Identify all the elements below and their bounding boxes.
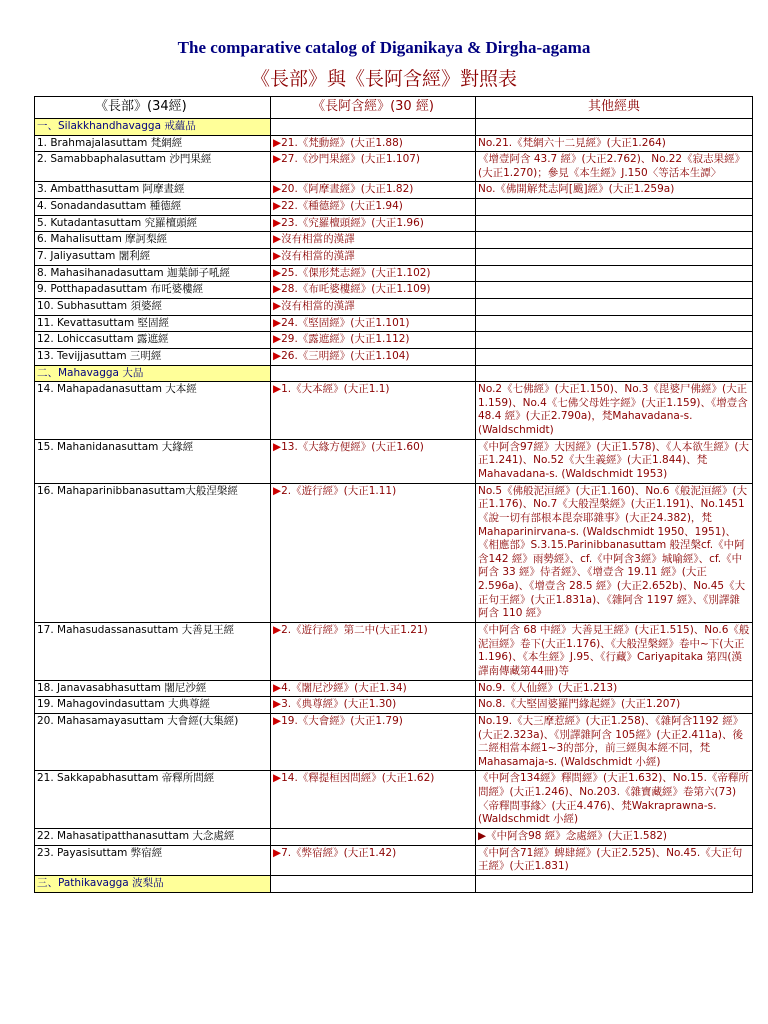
arrow-icon: ▶ bbox=[273, 153, 282, 166]
pali-sutta-cell: 19. Mahagovindasuttam 大典尊經 bbox=[35, 697, 271, 714]
agama-sutta-text: 25.《倮形梵志經》(大正1.102) bbox=[281, 266, 431, 279]
agama-sutta-cell bbox=[271, 332, 476, 349]
table-row bbox=[35, 713, 753, 771]
pali-sutta-cell: 12. Lohiccasuttam 露遮經 bbox=[35, 332, 271, 349]
table-row bbox=[35, 152, 753, 182]
other-sources-cell bbox=[476, 265, 753, 282]
table-row bbox=[35, 298, 753, 315]
other-sources-cell bbox=[476, 282, 753, 299]
agama-sutta-text: 29.《露遮經》(大正1.112) bbox=[281, 333, 410, 346]
other-sources-cell bbox=[476, 315, 753, 332]
table-row bbox=[35, 483, 753, 622]
other-sources-cell: No.2《七佛經》(大正1.150)、No.3《毘婆尸佛經》(大正1.159)、No.4《七佛父母姓字經》(大正1.159)、《增壹含 48.4 經》(大正2.790a)，梵Mahavadana-s. (Waldschmidt) bbox=[476, 382, 753, 440]
agama-sutta-text: 19.《大會經》(大正1.79) bbox=[281, 714, 403, 727]
arrow-icon: ▶ bbox=[273, 266, 282, 279]
agama-sutta-cell bbox=[271, 199, 476, 216]
agama-sutta-cell bbox=[271, 265, 476, 282]
table-row bbox=[35, 680, 753, 697]
agama-sutta-text: 1.《大本經》(大正1.1) bbox=[281, 383, 390, 396]
table-row bbox=[35, 697, 753, 714]
other-sources-cell: 《中阿含71經》蜱肆經》(大正2.525)、No.45.《大正句王經》(大正1.831) bbox=[476, 845, 753, 875]
header-digha: 《長部》(34經) bbox=[35, 97, 271, 119]
agama-sutta-cell bbox=[271, 771, 476, 829]
table-row bbox=[35, 348, 753, 365]
arrow-icon: ▶ bbox=[273, 714, 282, 727]
pali-sutta-cell: 4. Sonadandasuttam 種德經 bbox=[35, 199, 271, 216]
other-sources-cell: 《中阿含97經》大因經》(大正1.578)、《人本欲生經》(大正1.241)、No.52《大生義經》(大正1.844)、梵Mahavadana-s. (Waldschmidt 1953) bbox=[476, 439, 753, 483]
agama-sutta-text: 23.《究羅檀頭經》(大正1.96) bbox=[281, 216, 424, 229]
table-row bbox=[35, 215, 753, 232]
pali-sutta-cell: 7. Jaliyasuttam 闍利經 bbox=[35, 249, 271, 266]
table-body bbox=[35, 118, 753, 892]
section-label: 一、Silakkhandhavagga 戒蘊品 bbox=[35, 118, 271, 135]
agama-sutta-text: 沒有相當的漢譯 bbox=[281, 233, 355, 246]
agama-sutta-cell bbox=[271, 249, 476, 266]
arrow-icon: ▶ bbox=[273, 681, 282, 694]
agama-sutta-cell bbox=[271, 382, 476, 440]
table-row bbox=[35, 623, 753, 681]
agama-sutta-text: 26.《三明經》(大正1.104) bbox=[281, 349, 410, 362]
other-sources-cell: No.19.《大三摩惹經》(大正1.258)、《雜阿含1192 經》(大正2.323a)、《別譯雜阿含 105經》(大正2.411a)、後二經相當本經1~3的部分，前三經與本經不同，梵Mahasamaja-s. (Waldschmidt 小經) bbox=[476, 713, 753, 771]
agama-sutta-cell bbox=[271, 232, 476, 249]
arrow-icon: ▶ bbox=[273, 624, 282, 637]
other-sources-cell: 《中阿含134經》釋問經》(大正1.632)、No.15.《帝釋所問經》(大正1.246)、No.203.《雜寶藏經》卷第六(73)〈帝釋問事緣〉(大正4.476)、梵Wakraprawna-s. (Waldschmidt 小經) bbox=[476, 771, 753, 829]
agama-sutta-text: 4.《闍尼沙經》(大正1.34) bbox=[281, 681, 407, 694]
agama-sutta-text: 3.《典尊經》(大正1.30) bbox=[281, 698, 397, 711]
other-sources-cell: 《增壹阿含 43.7 經》(大正2.762)、No.22《寂志果經》(大正1.270)；參見《本生經》J.150〈等活本生譚〉 bbox=[476, 152, 753, 182]
table-row bbox=[35, 332, 753, 349]
agama-sutta-text: 2.《遊行經》第二中(大正1.21) bbox=[281, 624, 428, 637]
pali-sutta-cell: 5. Kutadantasuttam 究羅檀頭經 bbox=[35, 215, 271, 232]
arrow-icon: ▶ bbox=[273, 200, 282, 213]
pali-sutta-cell: 21. Sakkapabhasuttam 帝釋所問經 bbox=[35, 771, 271, 829]
agama-sutta-cell bbox=[271, 282, 476, 299]
table-row bbox=[35, 439, 753, 483]
other-sources-cell: 《中阿含 68 中經》大善見王經》(大正1.515)、No.6《般泥洹經》卷下(大正1.176)、《大般涅槃經》卷中~下(大正1.196)、《本生經》J.95、《行藏》Cariyapitaka 第四(漢譯南傳藏第44冊)等 bbox=[476, 623, 753, 681]
arrow-icon: ▶ bbox=[273, 846, 282, 859]
other-sources-cell bbox=[476, 232, 753, 249]
pali-sutta-cell: 14. Mahapadanasuttam 大本經 bbox=[35, 382, 271, 440]
arrow-icon: ▶ bbox=[273, 136, 282, 149]
pali-sutta-cell: 20. Mahasamayasuttam 大會經(大集經) bbox=[35, 713, 271, 771]
other-sources-cell bbox=[476, 348, 753, 365]
arrow-icon: ▶ bbox=[273, 698, 282, 711]
agama-sutta-text: 2.《遊行經》(大正1.11) bbox=[281, 484, 397, 497]
agama-sutta-cell bbox=[271, 348, 476, 365]
table-row bbox=[35, 845, 753, 875]
arrow-icon: ▶ bbox=[273, 283, 282, 296]
section-empty-cell bbox=[271, 365, 476, 382]
arrow-icon: ▶ bbox=[273, 484, 282, 497]
table-row bbox=[35, 771, 753, 829]
table-row bbox=[35, 182, 753, 199]
table-row bbox=[35, 135, 753, 152]
agama-sutta-cell bbox=[271, 483, 476, 622]
section-label: 二、Mahavagga 大品 bbox=[35, 365, 271, 382]
header-row bbox=[35, 97, 753, 119]
other-sources-cell bbox=[476, 332, 753, 349]
pali-sutta-cell: 11. Kevattasuttam 堅固經 bbox=[35, 315, 271, 332]
header-agama: 《長阿含經》(30 經) bbox=[271, 97, 476, 119]
pali-sutta-cell: 3. Ambatthasuttam 阿摩晝經 bbox=[35, 182, 271, 199]
pali-sutta-cell: 23. Payasisuttam 弊宿經 bbox=[35, 845, 271, 875]
header-other: 其他經典 bbox=[476, 97, 753, 119]
pali-sutta-cell: 1. Brahmajalasuttam 梵網經 bbox=[35, 135, 271, 152]
pali-sutta-cell: 15. Mahanidanasuttam 大緣經 bbox=[35, 439, 271, 483]
agama-sutta-cell bbox=[271, 713, 476, 771]
agama-sutta-cell bbox=[271, 135, 476, 152]
section-empty-cell bbox=[271, 118, 476, 135]
agama-sutta-cell bbox=[271, 829, 476, 846]
table-row bbox=[35, 282, 753, 299]
pali-sutta-cell: 16. Mahaparinibbanasuttam大般涅槃經 bbox=[35, 483, 271, 622]
table-row bbox=[35, 315, 753, 332]
agama-sutta-text: 沒有相當的漢譯 bbox=[281, 250, 355, 263]
table-row bbox=[35, 382, 753, 440]
section-empty-cell bbox=[271, 875, 476, 892]
arrow-icon: ▶ bbox=[273, 349, 282, 362]
agama-sutta-text: 22.《種德經》(大正1.94) bbox=[281, 200, 403, 213]
pali-sutta-cell: 10. Subhasuttam 須婆經 bbox=[35, 298, 271, 315]
pali-sutta-cell: 13. Tevijjasuttam 三明經 bbox=[35, 348, 271, 365]
section-row bbox=[35, 118, 753, 135]
agama-sutta-text: 24.《堅固經》(大正1.101) bbox=[281, 316, 410, 329]
agama-sutta-cell bbox=[271, 697, 476, 714]
agama-sutta-text: 27.《沙門果經》(大正1.107) bbox=[281, 153, 421, 166]
page-title-chinese: 《長部》與《長阿含經》對照表 bbox=[250, 68, 517, 90]
agama-sutta-cell bbox=[271, 298, 476, 315]
section-empty-cell bbox=[476, 365, 753, 382]
agama-sutta-text: 14.《釋提桓因問經》(大正1.62) bbox=[281, 772, 435, 785]
pali-sutta-cell: 18. Janavasabhasuttam 闍尼沙經 bbox=[35, 680, 271, 697]
arrow-icon: ▶ bbox=[273, 250, 282, 263]
arrow-icon: ▶ bbox=[273, 333, 282, 346]
section-row bbox=[35, 365, 753, 382]
arrow-icon: ▶ bbox=[273, 383, 282, 396]
page-title-english: The comparative catalog of Diganikaya & Dirgha-agama bbox=[177, 38, 591, 57]
agama-sutta-text: 21.《梵動經》(大正1.88) bbox=[281, 136, 403, 149]
arrow-icon: ▶ bbox=[273, 316, 282, 329]
section-row bbox=[35, 875, 753, 892]
table-row bbox=[35, 232, 753, 249]
comparison-table bbox=[34, 96, 753, 893]
section-empty-cell bbox=[476, 875, 753, 892]
agama-sutta-cell bbox=[271, 439, 476, 483]
other-sources-cell: No.《佛開解梵志阿[颰]經》(大正1.259a) bbox=[476, 182, 753, 199]
arrow-icon: ▶ bbox=[273, 233, 282, 246]
arrow-icon: ▶ bbox=[273, 299, 282, 312]
other-sources-cell: No.8.《大堅固婆羅門緣起經》(大正1.207) bbox=[476, 697, 753, 714]
agama-sutta-text: 20.《阿摩晝經》(大正1.82) bbox=[281, 183, 414, 196]
pali-sutta-cell: 9. Potthapadasuttam 布吒婆樓經 bbox=[35, 282, 271, 299]
other-sources-cell: No.21.《梵網六十二見經》(大正1.264) bbox=[476, 135, 753, 152]
pali-sutta-cell: 17. Mahasudassanasuttam 大善見王經 bbox=[35, 623, 271, 681]
other-sources-cell bbox=[476, 249, 753, 266]
agama-sutta-cell bbox=[271, 680, 476, 697]
pali-sutta-cell: 8. Mahasihanadasuttam 迦葉師子吼經 bbox=[35, 265, 271, 282]
other-sources-cell bbox=[476, 215, 753, 232]
pali-sutta-cell: 22. Mahasatipatthanasuttam 大念處經 bbox=[35, 829, 271, 846]
other-sources-cell: ▶《中阿含98 經》念處經》(大正1.582) bbox=[476, 829, 753, 846]
table-row bbox=[35, 829, 753, 846]
other-sources-cell bbox=[476, 199, 753, 216]
arrow-icon: ▶ bbox=[273, 772, 282, 785]
table-row bbox=[35, 199, 753, 216]
other-sources-cell: No.9.《人仙經》(大正1.213) bbox=[476, 680, 753, 697]
agama-sutta-cell bbox=[271, 315, 476, 332]
pali-sutta-cell: 2. Samabbaphalasuttam 沙門果經 bbox=[35, 152, 271, 182]
arrow-icon: ▶ bbox=[273, 216, 282, 229]
agama-sutta-text: 7.《弊宿經》(大正1.42) bbox=[281, 846, 397, 859]
agama-sutta-cell bbox=[271, 845, 476, 875]
other-sources-cell bbox=[476, 298, 753, 315]
agama-sutta-text: 13.《大緣方便經》(大正1.60) bbox=[281, 440, 424, 453]
section-label: 三、Pathikavagga 波梨品 bbox=[35, 875, 271, 892]
arrow-icon: ▶ bbox=[273, 183, 282, 196]
agama-sutta-text: 沒有相當的漢譯 bbox=[281, 299, 355, 312]
section-empty-cell bbox=[476, 118, 753, 135]
arrow-icon: ▶ bbox=[273, 440, 282, 453]
table-row bbox=[35, 265, 753, 282]
agama-sutta-cell bbox=[271, 182, 476, 199]
agama-sutta-cell bbox=[271, 152, 476, 182]
agama-sutta-cell bbox=[271, 215, 476, 232]
table-row bbox=[35, 249, 753, 266]
agama-sutta-text: 28.《布吒婆樓經》(大正1.109) bbox=[281, 283, 431, 296]
agama-sutta-cell bbox=[271, 623, 476, 681]
pali-sutta-cell: 6. Mahalisuttam 摩訶梨經 bbox=[35, 232, 271, 249]
other-sources-cell: No.5《佛般泥洹經》(大正1.160)、No.6《般泥洹經》(大正1.176)、No.7《大般涅槃經》(大正1.191)、No.1451《說一切有部根本毘奈耶雜事》(大正24.382)，梵Mahaparinirvana-s. (Waldschmidt 1950、1951)、《相應部》S.3.15.Parinibbanasuttam 般涅槃cf.《中阿含142 經》雨勢經》、cf.《中阿含3經》城喻經》、cf.《中阿含 33 經》侍者經》、《增壹含 19.11 經》(大正2.596a)、《增壹含 28.5 經》(大正2.652b)、No.45《大正句王經》(大正1.831a)、《雜阿含 1197 經》、《別譯雜阿含 110 經》 bbox=[476, 483, 753, 622]
